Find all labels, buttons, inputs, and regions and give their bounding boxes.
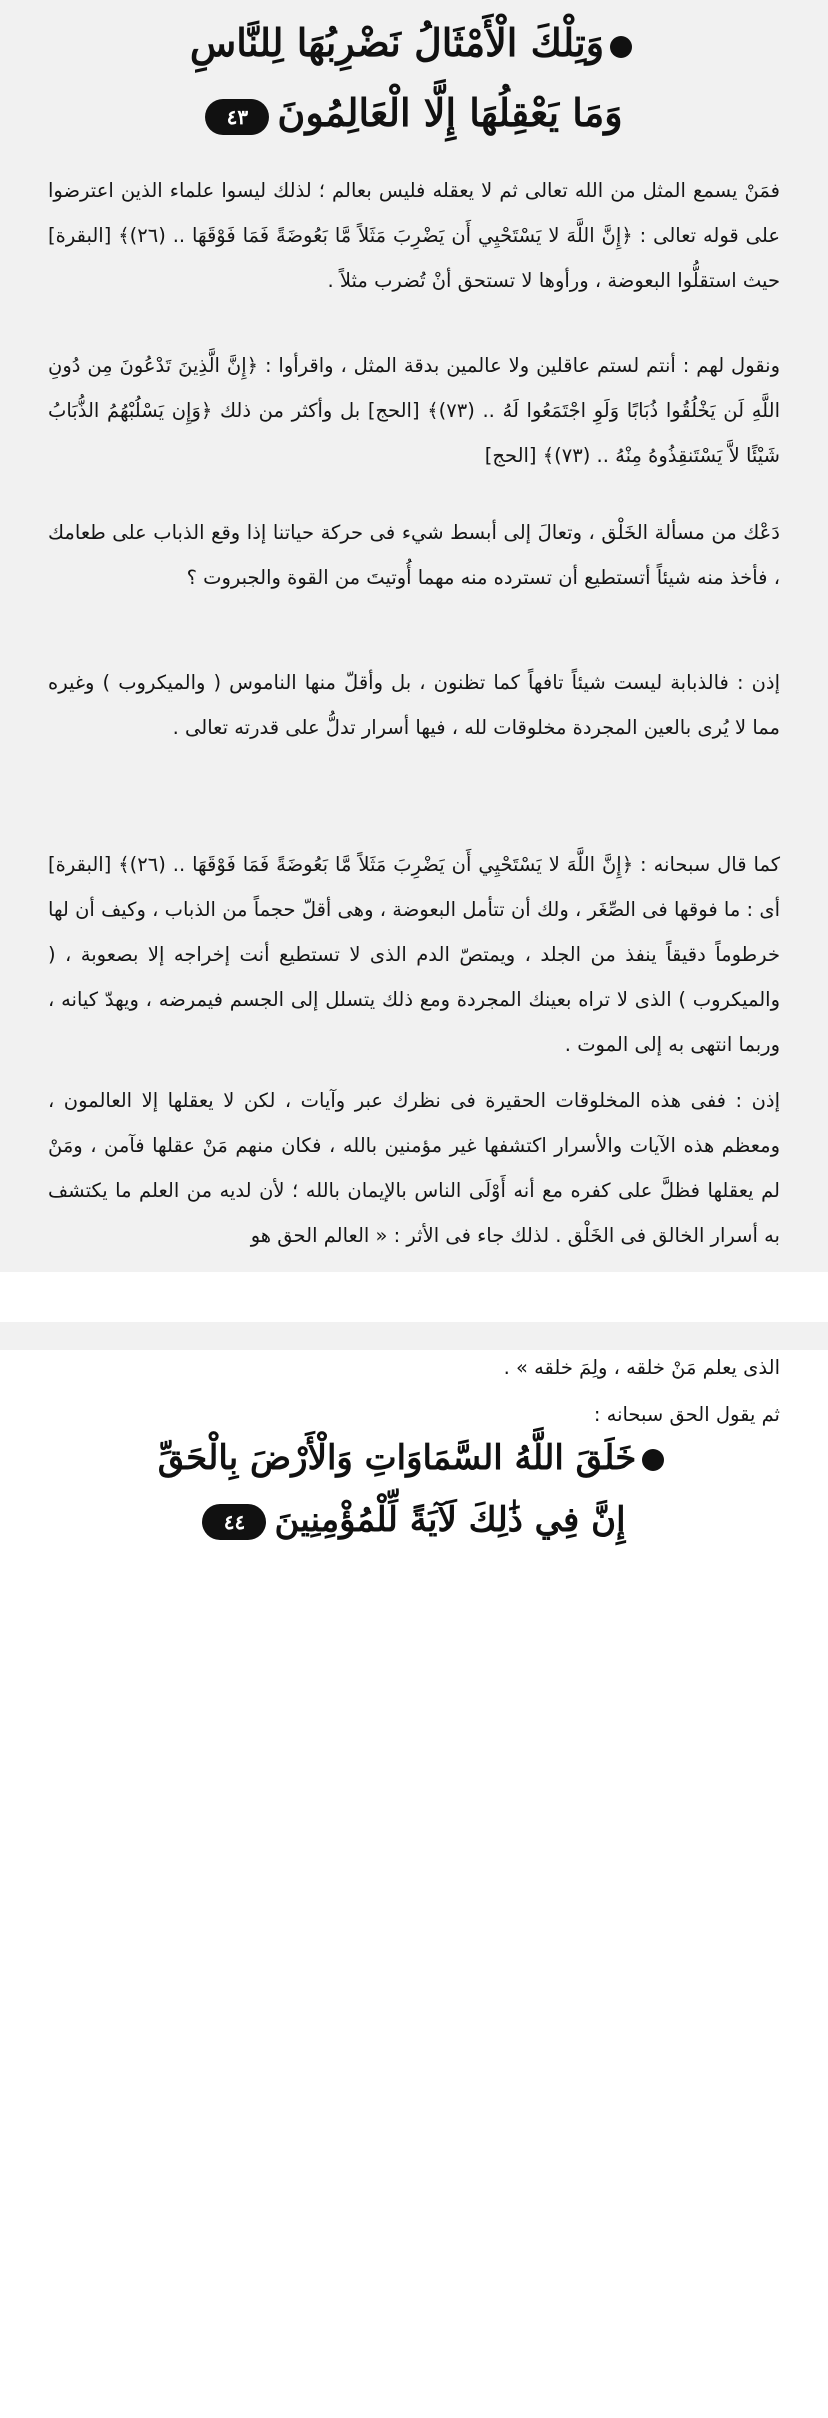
paragraph-4: إذن : فالذبابة ليست شيئاً تافهاً كما تظنون ، بل وأقلّ منها الناموس ( والميكروب ) وغيره مما لا يُرى بالعين المجردة مخلوقات لله ، فيها أسرار تدلُّ على قدرته تعالى . bbox=[48, 671, 780, 739]
verse-text: وَمَا يَعْقِلُهَا إِلَّا الْعَالِمُونَ bbox=[277, 90, 623, 135]
paragraph-1: فمَنْ يسمع المثل من الله تعالى ثم لا يعقله فليس بعالم ؛ لذلك ليسوا علماء الذين اعترضوا على قوله تعالى : ﴿إِنَّ اللَّهَ لا يَسْتَحْيِي أَن يَضْرِبَ مَثَلاً مَّا بَعُوضَةً فَمَا فَوْقَهَا .. (٢٦)﴾ [البقرة] حيث استقلُّوا البعوضة ، ورأوها لا تستحق أنْ تُضرب مثلاً . bbox=[48, 179, 781, 292]
paragraph-5: كما قال سبحانه : ﴿إِنَّ اللَّهَ لا يَسْتَحْيِي أَن يَضْرِبَ مَثَلاً مَّا بَعُوضَةً فَمَا فَوْقَهَا .. (٢٦)﴾ [البقرة] أى : ما فوقها فى الصِّغَر ، ولك أن تتأمل البعوضة ، وهى أقلّ حجماً من الذباب ، وكيف أن لها خرطوماً دقيقاً ينفذ من الجلد ، ويمتصّ الدم الذى لا تستطيع أنت إخراجه إلا بصعوبة ، ( والميكروب ) الذى لا تراه بعينك المجردة ومع ذلك يتسلل إلى الجسم فيمرضه ، ويهدّ كيانه ، وربما انتهى به إلى الموت . bbox=[48, 853, 781, 1056]
verse-top-line2 bbox=[0, 90, 828, 135]
paragraph-2: ونقول لهم : أنتم لستم عاقلين ولا عالمين بدقة المثل ، واقرأوا : ﴿إِنَّ الَّذِينَ تَدْعُونَ مِن دُونِ اللَّهِ لَن يَخْلُقُوا ذُبَابًا وَلَوِ اجْتَمَعُوا لَهُ .. (٧٣)﴾ [الحج] بل وأكثر من ذلك ﴿وَإِن يَسْلُبْهُمُ الذُّبَابُ شَيْئًا لاَّ يَسْتَنقِذُوهُ مِنْهُ .. (٧٣)﴾ [الحج] bbox=[48, 354, 780, 467]
paragraph-7: الذى يعلم مَنْ خلقه ، ولِمَ خلقه » . bbox=[503, 1356, 780, 1379]
verse-number-medallion: ٤٤ bbox=[202, 1504, 266, 1540]
verse-bottom-line2 bbox=[0, 1500, 828, 1540]
page-gap bbox=[0, 1272, 828, 1322]
paragraph-8: ثم يقول الحق سبحانه : bbox=[593, 1403, 780, 1426]
verse-top-line1 bbox=[0, 20, 828, 65]
verse-number-medallion: ٤٣ bbox=[205, 99, 269, 135]
verse-text: إِنَّ فِي ذَٰلِكَ لَآيَةً لِّلْمُؤْمِنِينَ bbox=[274, 1500, 626, 1540]
verse-text: وَتِلْكَ الْأَمْثَالُ نَضْرِبُهَا لِلنَّاسِ bbox=[189, 20, 605, 65]
paragraph-6: إذن : ففى هذه المخلوقات الحقيرة فى نظرك عبر وآيات ، لكن لا يعقلها إلا العالمون ، ومعظم هذه الآيات والأسرار اكتشفها غير مؤمنين بالله ، فكان منهم مَنْ عقلها فآمن ، ومَنْ لم يعقلها فظلَّ على كفره مع أنه أَوْلَى الناس بالإيمان بالله ؛ لأن لديه من العلم ما يكتشف به أسرار الخالق فى الخَلْق . لذلك جاء فى الأثر : « العالم الحق هو bbox=[48, 1089, 780, 1247]
ornament-icon bbox=[642, 1449, 664, 1471]
paragraph-3: دَعْك من مسألة الخَلْق ، وتعالَ إلى أبسط شيء فى حركة حياتنا إذا وقع الذباب على طعامك ، فأخذ منه شيئاً أتستطيع أن تسترده منه مهما أُوتيتَ من القوة والجبروت ؟ bbox=[48, 521, 780, 589]
verse-bottom-line1 bbox=[0, 1438, 828, 1478]
verse-text: خَلَقَ اللَّهُ السَّمَاوَاتِ وَالْأَرْضَ بِالْحَقِّ bbox=[157, 1438, 637, 1478]
ornament-icon bbox=[610, 36, 632, 58]
